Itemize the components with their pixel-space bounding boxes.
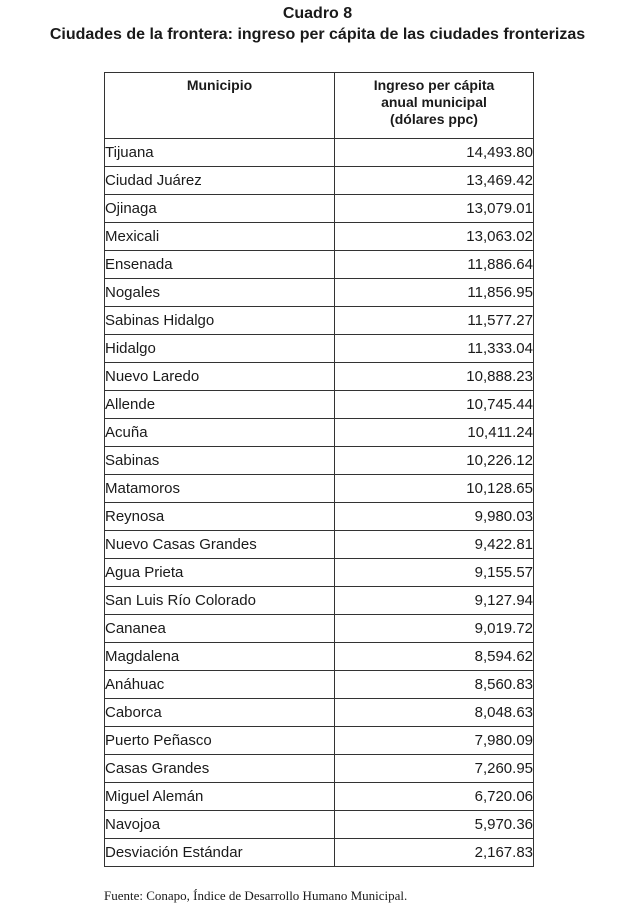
caption-number: Cuadro 8 [282,5,353,22]
ingreso-cell: 10,128.65 [335,475,534,503]
ingreso-cell: 10,411.24 [335,419,534,447]
source-note: Fuente: Conapo, Índice de Desarrollo Humano Municipal. [104,888,408,903]
municipio-cell: Casas Grandes [105,755,335,783]
ingreso-cell: 13,079.01 [335,195,534,223]
ingreso-cell: 11,333.04 [335,335,534,363]
table-row [105,391,534,419]
table-row [105,139,534,167]
ingreso-cell: 9,127.94 [335,587,534,615]
municipio-cell: Hidalgo [105,335,335,363]
municipio-cell: Sabinas [105,447,335,475]
municipio-cell: Navojoa [105,811,335,839]
table-row [105,167,534,195]
municipio-cell: Puerto Peñasco [105,727,335,755]
table-row [105,503,534,531]
table-row [105,671,534,699]
ingreso-cell: 8,048.63 [335,699,534,727]
table-row [105,587,534,615]
municipio-cell: Reynosa [105,503,335,531]
municipio-cell: Magdalena [105,643,335,671]
table-row [105,615,534,643]
municipio-cell: Ensenada [105,251,335,279]
table-caption [0,4,635,46]
table-row [105,363,534,391]
ingreso-cell: 9,980.03 [335,503,534,531]
municipio-cell: San Luis Río Colorado [105,587,335,615]
table-row [105,195,534,223]
ingreso-cell: 9,155.57 [335,559,534,587]
table-row [105,335,534,363]
table-row [105,531,534,559]
table-row [105,699,534,727]
municipio-cell: Ciudad Juárez [105,167,335,195]
ingreso-cell: 10,888.23 [335,363,534,391]
ingreso-cell: 5,970.36 [335,811,534,839]
ingreso-cell: 13,063.02 [335,223,534,251]
ingreso-cell: 10,226.12 [335,447,534,475]
table-row [105,251,534,279]
ingreso-cell: 13,469.42 [335,167,534,195]
table-row [105,279,534,307]
ingreso-cell: 9,019.72 [335,615,534,643]
municipio-cell: Agua Prieta [105,559,335,587]
municipio-cell: Sabinas Hidalgo [105,307,335,335]
column-header-ingreso [335,73,534,139]
ingreso-cell: 7,980.09 [335,727,534,755]
ingreso-cell: 6,720.06 [335,783,534,811]
municipio-cell: Cananea [105,615,335,643]
municipio-cell: Desviación Estándar [105,839,335,867]
table-row [105,223,534,251]
municipio-cell: Matamoros [105,475,335,503]
ingreso-cell: 8,560.83 [335,671,534,699]
table-row [105,419,534,447]
income-table [104,72,534,867]
table-row [105,307,534,335]
table-body [105,139,534,867]
municipio-cell: Miguel Alemán [105,783,335,811]
municipio-cell: Caborca [105,699,335,727]
column-header-ingreso-text: Ingreso per cápita anual municipal (dólares ppc) [373,77,495,127]
ingreso-cell: 14,493.80 [335,139,534,167]
table-row [105,447,534,475]
municipio-cell: Tijuana [105,139,335,167]
ingreso-cell: 10,745.44 [335,391,534,419]
municipio-cell: Anáhuac [105,671,335,699]
table-row [105,811,534,839]
municipio-cell: Acuña [105,419,335,447]
municipio-cell: Nuevo Casas Grandes [105,531,335,559]
ingreso-cell: 11,577.27 [335,307,534,335]
column-header-municipio: Municipio [105,73,335,139]
table-row [105,559,534,587]
ingreso-cell: 9,422.81 [335,531,534,559]
ingreso-cell: 7,260.95 [335,755,534,783]
table-row [105,783,534,811]
municipio-cell: Nuevo Laredo [105,363,335,391]
table-row [105,643,534,671]
table-row [105,475,534,503]
municipio-cell: Mexicali [105,223,335,251]
table-row [105,755,534,783]
ingreso-cell: 8,594.62 [335,643,534,671]
municipio-cell: Nogales [105,279,335,307]
table-header-row [105,73,534,139]
municipio-cell: Allende [105,391,335,419]
ingreso-cell: 2,167.83 [335,839,534,867]
caption-title: Ciudades de la frontera: ingreso per cápita de las ciudades fronterizas [49,26,586,43]
ingreso-cell: 11,856.95 [335,279,534,307]
table-row [105,839,534,867]
table-row [105,727,534,755]
ingreso-cell: 11,886.64 [335,251,534,279]
municipio-cell: Ojinaga [105,195,335,223]
